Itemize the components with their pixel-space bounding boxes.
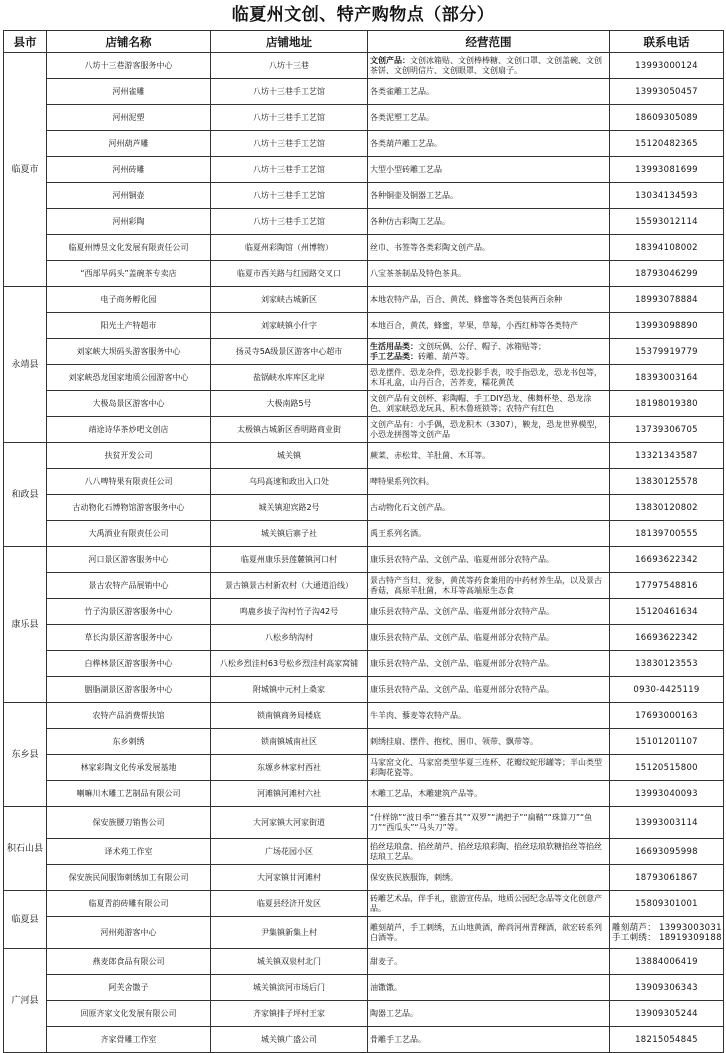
scope-cell [368,131,610,157]
scope-label: 生活用品类： [370,341,418,351]
shop-address-cell: 太极镇古城新区香明路商业街 [211,417,368,443]
phone-number: 16693095998 [635,846,698,857]
phone-cell [610,313,724,339]
scope-cell [368,865,610,891]
shop-address-cell: 八坊十三巷手工艺馆 [211,131,368,157]
scope-cell [368,157,610,183]
phone-cell [610,183,724,209]
table-row [4,209,724,235]
shop-address-cell: 八松乡纳沟村 [211,625,368,651]
shop-address-cell: 刘家峡镇小什字 [211,313,368,339]
scope-text: 文创产品有：小手偶，恐龙积木（3307），鞅龙，恐龙世界模型，小恐龙拼图等文创产品 [370,419,603,439]
shop-name-cell: 八八啤特果有限责任公司 [47,469,211,495]
shop-name-cell: 阳光土产特超市 [47,313,211,339]
table-row [4,807,724,839]
table-row [4,79,724,105]
table-row [4,975,724,1001]
table-row [4,547,724,573]
phone-number: 15593012114 [635,216,698,227]
scope-cell [368,807,610,839]
phone-number: 13739306705 [635,424,698,435]
scope-cell [368,53,610,79]
scope-text: 骨雕手工艺品。 [370,1034,426,1044]
scope-cell [368,625,610,651]
phone-cell [610,365,724,391]
phone-cell [610,1027,724,1053]
shop-name-cell: 河州苑游客中心 [47,917,211,949]
scope-cell [368,729,610,755]
phone-cell [610,975,724,1001]
shop-address-cell: 锁南镇商务局楼底 [211,703,368,729]
scope-cell [368,651,610,677]
scope-cell [368,917,610,949]
shop-address-cell: 广场花园小区 [211,839,368,865]
scope-text: 雕刻葫芦，手工刺绣，五山地黄酒，醉尚河州青稞酒，歆宏砖系列白酒等。 [370,922,602,942]
table-row [4,131,724,157]
scope-text: 文创玩偶、公仔、帽子、冰箱贴等； [418,341,546,351]
table-row [4,755,724,781]
table-row [4,703,724,729]
shop-address-cell: 临夏州康乐县莲麓镇河口村 [211,547,368,573]
table-row [4,865,724,891]
phone-number: 13830120802 [635,502,698,513]
table-row [4,729,724,755]
scope-text: 各类雀雕工艺品。 [370,86,434,96]
scope-text: 马家窑文化、马家窑类型华夏三连杯、花瓣纹蛇形罐等；半山类型彩陶花瓷等。 [370,757,602,777]
table-row [4,651,724,677]
table-header-row [4,31,724,53]
phone-cell [610,469,724,495]
table-row [4,469,724,495]
shop-address-cell: 城关镇双泉村北门 [211,949,368,975]
scope-cell [368,975,610,1001]
phone-number: 13830125578 [635,476,698,487]
scope-text: 油馓馓。 [370,982,402,992]
shop-name-cell: 草长沟景区游客服务中心 [47,625,211,651]
scope-cell [368,599,610,625]
shop-name-cell: 林家彩陶文化传承发展基地 [47,755,211,781]
header-county: 县市 [4,31,47,53]
scope-cell [368,235,610,261]
shop-name-cell: 保安族民间服饰刺绣加工有限公司 [47,865,211,891]
phone-number: 15120515800 [635,762,698,773]
phone-cell [610,287,724,313]
county-cell: 东乡县 [4,703,47,807]
phone-number: 13993040093 [635,788,698,799]
phone-cell [610,625,724,651]
county-cell: 和政县 [4,443,47,547]
phone-number: 18139700555 [635,528,698,539]
phone-cell [610,949,724,975]
scope-cell [368,209,610,235]
phone-cell [610,261,724,287]
phone-number: 18215054845 [635,1034,698,1045]
phone-cell [610,781,724,807]
shop-address-cell: 河滩镇河滩村六社 [211,781,368,807]
scope-cell [368,495,610,521]
phone-number: 15101201107 [635,736,698,747]
scope-text: 啤特果系列饮料。 [370,476,434,486]
phone-cell [610,547,724,573]
phone-cell [610,339,724,365]
shop-name-cell: 齐家骨雕工作室 [47,1027,211,1053]
phone-cell [610,917,724,949]
shop-name-cell: 靖途诗华茶炒吧文创店 [47,417,211,443]
shop-name-cell: 河州雀雕 [47,79,211,105]
scope-cell [368,949,610,975]
shop-name-cell: 大极岛景区游客中心 [47,391,211,417]
scope-text: 禹王系列名酒。 [370,528,426,538]
shop-address-cell: 尹集镇新集上村 [211,917,368,949]
shop-name-cell: 译术苑工作室 [47,839,211,865]
shop-address-cell: 锁南镇城南社区 [211,729,368,755]
county-cell: 康乐县 [4,547,47,703]
scope-text: 各类葫芦雕工艺品。 [370,138,442,148]
shop-name-cell: 回原齐家文化发展有限公司 [47,1001,211,1027]
table-row [4,917,724,949]
table-row [4,599,724,625]
shop-name-cell: 八坊十三巷游客服务中心 [47,53,211,79]
phone-number: 13884006419 [635,956,698,967]
phone-number: 13993081699 [635,164,698,175]
phone-cell [610,573,724,599]
scope-text: 康乐县农特产品、文创产品、临夏州部分农特产品。 [370,606,554,616]
shop-address-cell: 城关镇迎宾路2号 [211,495,368,521]
scope-cell [368,313,610,339]
scope-cell [368,891,610,917]
shop-address-cell: 八坊十三巷手工艺馆 [211,105,368,131]
table-row [4,235,724,261]
scope-text: 砖雕艺术品，伴手礼，旅游宣传品，地质公园纪念品等文化创意产品。 [370,893,602,913]
shop-address-cell: 八坊十三巷 [211,53,368,79]
shop-address-cell: 大河家镇甘河滩村 [211,865,368,891]
table-row [4,53,724,79]
scope-label: 文创产品： [370,55,410,65]
shop-address-cell: 刘家峡古城新区 [211,287,368,313]
scope-cell [368,839,610,865]
table-row [4,1027,724,1053]
scope-text: 刺绣挂扇、摆件、抱枕、围巾、领带、飘带等。 [370,736,538,746]
shop-name-cell: 景古农特产品展销中心 [47,573,211,599]
shop-name-cell: 河州砖雕 [47,157,211,183]
phone-number: 13321343587 [635,450,698,461]
phone-number: 13830123553 [635,658,698,669]
phone-cell [610,79,724,105]
phone-cell [610,839,724,865]
scope-cell [368,105,610,131]
scope-cell [368,547,610,573]
scope-cell [368,573,610,599]
scope-cell [368,287,610,313]
phone-cell [610,729,724,755]
phone-number: 13993000124 [635,60,698,71]
header-address: 店铺地址 [211,31,368,53]
scope-text: 丝巾、书签等各类彩陶文创产品。 [370,242,490,252]
phone-cell [610,651,724,677]
phone-cell [610,131,724,157]
phone-number: 16693622342 [635,554,698,565]
phone-number: 18793061867 [635,872,698,883]
table-row [4,391,724,417]
scope-text: 大型小型砖雕工艺品 [370,164,442,174]
scope-cell [368,1027,610,1053]
scope-text: 八宝茶茶制品及特色茶具。 [370,268,466,278]
scope-text: 本地百合，黄芪，蜂蜜，苹果，草莓，小西红柿等各类特产 [370,320,578,330]
phone-number: 13993003114 [635,817,698,828]
shop-address-cell: 城关镇 [211,443,368,469]
shop-address-cell: 鸣鹿乡拔子沟村竹子沟42号 [211,599,368,625]
phone-cell [610,235,724,261]
table-row [4,677,724,703]
page-title: 临夏州文创、特产购物点（部分） [231,5,495,25]
shop-address-cell: 临夏州彩陶馆（州博物） [211,235,368,261]
phone-cell [610,157,724,183]
phone-number: 18394108002 [635,242,698,253]
table-row [4,287,724,313]
table-row [4,261,724,287]
table-body [4,53,724,1053]
scope-text: 古动物化石文创产品。 [370,502,450,512]
shop-address-cell: 城关镇后寨子社 [211,521,368,547]
shop-name-cell: 刘家峡大坝码头游客服务中心 [47,339,211,365]
phone-line: 手工刺绣： 18919309188 [612,932,722,943]
table-row [4,891,724,917]
shop-name-cell: 大禹酒业有限责任公司 [47,521,211,547]
phone-cell [610,807,724,839]
county-cell: 广河县 [4,949,47,1053]
scope-cell [368,339,610,365]
shop-address-cell: 八松乡烈洼村63号松乡烈洼村高家窝铺 [211,651,368,677]
phone-cell [610,755,724,781]
shop-name-cell: 电子商务孵化园 [47,287,211,313]
shop-name-cell: “西部旱码头”盖碗茶专卖店 [47,261,211,287]
phone-number: 17693000163 [635,710,698,721]
scope-text: 本地农特产品，百合、黄芪、蜂蜜等各类包装两百余种 [370,294,562,304]
scope-cell [368,443,610,469]
scope-cell [368,417,610,443]
table-row [4,313,724,339]
phone-cell [610,105,724,131]
phone-number: 0930-4425119 [633,684,700,695]
scope-text: 各种仿古彩陶工艺品。 [370,216,450,226]
scope-label: 手工艺品类： [370,351,418,361]
phone-cell [610,495,724,521]
phone-number: 18993078884 [635,294,698,305]
scope-text: 保安族民族服饰，刺绣。 [370,872,458,882]
scope-text: 牛羊肉、藜麦等农特产品。 [370,710,466,720]
table-row [4,417,724,443]
phone-number: 13993050457 [635,86,698,97]
shop-name-cell: 竹子沟景区游客服务中心 [47,599,211,625]
phone-cell [610,53,724,79]
scope-cell [368,755,610,781]
shop-name-cell: 临夏州博昱文化发展有限责任公司 [47,235,211,261]
phone-cell [610,209,724,235]
shop-name-cell: 古动物化石博物馆游客服务中心 [47,495,211,521]
scope-cell [368,183,610,209]
phone-cell [610,677,724,703]
shop-address-cell: 景古镇景古村新农村（大通道沿线） [211,573,368,599]
shop-address-cell: 八坊十三巷手工艺馆 [211,79,368,105]
phone-number: 13034134593 [635,190,698,201]
table-row [4,157,724,183]
scope-cell [368,469,610,495]
shop-address-cell: 八坊十三巷手工艺馆 [211,209,368,235]
shop-name-cell: 河口景区游客服务中心 [47,547,211,573]
phone-cell [610,703,724,729]
table-row [4,781,724,807]
scope-text: 掐丝珐琅盘、掐丝葫芦、掐丝珐琅彩陶、掐丝珐琅软糖掐丝等掐丝珐琅工艺品。 [370,841,602,861]
scope-text: 康乐县农特产品、文创产品、临夏州部分农特产品。 [370,554,554,564]
scope-cell [368,79,610,105]
shop-address-cell: 东塬乡林家村西社 [211,755,368,781]
shop-address-cell: 城关镇广盛公司 [211,1027,368,1053]
phone-number: 13909305244 [635,1008,698,1019]
scope-text: 木雕工艺品，木雕建筑产品等。 [370,788,482,798]
shop-name-cell: 刘家峡恐龙国家地质公园游客中心 [47,365,211,391]
scope-cell [368,677,610,703]
table-row [4,521,724,547]
phone-cell [610,521,724,547]
table-row [4,839,724,865]
scope-text: 康乐县农特产品、文创产品、临夏州部分农特产品。 [370,658,554,668]
shops-table [3,30,724,1053]
scope-cell [368,703,610,729]
shop-address-cell: 八坊十三巷手工艺馆 [211,183,368,209]
table-row [4,625,724,651]
phone-number: 15379919779 [635,346,698,357]
shop-name-cell: 河州泥塑 [47,105,211,131]
scope-text: 各类泥塑工艺品。 [370,112,434,122]
shop-address-cell: 城关镇滨河市场后门 [211,975,368,1001]
table-row [4,495,724,521]
table-row [4,105,724,131]
scope-text: 文创冰箱贴、文创棒棒糖、文创口罩、文创盖碗、文创茶饼、文创明信片、文创眼罩、文创扇子。 [370,55,602,75]
shop-name-cell: 东乡刺绣 [47,729,211,755]
phone-number: 13909306343 [635,982,698,993]
shop-name-cell: 胭脂湖景区游客服务中心 [47,677,211,703]
phone-cell [610,599,724,625]
phone-number: 15120461634 [635,606,698,617]
phone-cell [610,417,724,443]
table-row [4,443,724,469]
scope-cell [368,261,610,287]
phone-cell [610,865,724,891]
phone-number: 18793046299 [635,268,698,279]
county-cell: 永靖县 [4,287,47,443]
table-row [4,339,724,365]
shop-address-cell: 附城镇中元村上桑家 [211,677,368,703]
table-row [4,365,724,391]
shop-address-cell: 大极南路5号 [211,391,368,417]
shop-name-cell: 扶贫开发公司 [47,443,211,469]
scope-text: 甜麦子。 [370,956,402,966]
scope-cell [368,391,610,417]
shop-address-cell: 大河家镇大河家街道 [211,807,368,839]
phone-number: 13993098890 [635,320,698,331]
shop-name-cell: 阿芙舍馓子 [47,975,211,1001]
shop-address-cell: 临夏县经济开发区 [211,891,368,917]
phone-cell [610,443,724,469]
scope-text: 砖雕、葫芦等。 [418,351,474,361]
table-row [4,949,724,975]
shop-address-cell: 扬灵寺5A级景区游客中心超市 [211,339,368,365]
shop-address-cell: 八坊十三巷手工艺馆 [211,157,368,183]
phone-number: 17797548816 [635,580,698,591]
scope-cell [368,781,610,807]
header-scope: 经营范围 [368,31,610,53]
county-cell: 临夏县 [4,891,47,949]
scope-text: 各种铜壶及铜器工艺品。 [370,190,458,200]
scope-text: “什样锦”“波日季”“雅吾其”“双罗”“满把子”“扁鞘”“珠算刀”“鱼刀”“西瓜头”“马头刀”等。 [370,812,593,832]
header-name: 店铺名称 [47,31,211,53]
scope-cell [368,521,610,547]
shop-name-cell: 喇嘛川木雕工艺制品有限公司 [47,781,211,807]
scope-text: 景古特产当归、党参，黄芪等药食兼用的中药材养生品，以及景古香菇，高原羊肚菌，木耳等高端原生态食 [370,575,602,595]
phone-cell [610,891,724,917]
phone-number: 16693622342 [635,632,698,643]
shop-name-cell: 临夏青韵砖雕有限公司 [47,891,211,917]
phone-number: 18393003164 [635,372,698,383]
shop-address-cell: 盐锅峡水库库区北岸 [211,365,368,391]
shop-address-cell: 齐家镇排子坪村王家 [211,1001,368,1027]
county-cell: 临夏市 [4,53,47,287]
header-phone: 联系电话 [610,31,724,53]
table-row [4,573,724,599]
phone-number: 18198019380 [635,398,698,409]
phone-line: 雕刻葫芦： 13993003031 [612,922,722,933]
phone-number: 15809301001 [635,898,698,909]
scope-text: 陶器工艺品。 [370,1008,418,1018]
scope-text: 蕨菜、赤松茸、羊肚菌、木耳等。 [370,450,490,460]
phone-cell [610,391,724,417]
scope-text: 文创产品有文创杯、彩陶帽、手工DIY恐龙、佛舞杯垫、恐龙涂色、刘家峡恐龙玩具、积木鲁班锁等；农特产有红色 [370,393,592,413]
county-cell: 积石山县 [4,807,47,891]
shop-name-cell: 河州铜壶 [47,183,211,209]
shop-name-cell: 保安族腰刀销售公司 [47,807,211,839]
scope-text: 恐龙摆件、恐龙杂件，恐龙投影手表，咬手指恐龙，恐龙书包等，木耳礼盒，山丹百合，苦荞麦，糯花黄芪 [370,367,602,387]
phone-number: 15120482365 [635,138,698,149]
shop-name-cell: 白桦林景区游客服务中心 [47,651,211,677]
table-row [4,183,724,209]
scope-text: 康乐县农特产品、文创产品、临夏州部分农特产品。 [370,632,554,642]
shop-address-cell: 临夏市西关路与红园路交叉口 [211,261,368,287]
shop-name-cell: 河州葫芦雕 [47,131,211,157]
shop-address-cell: 乌玛高速和政出入口处 [211,469,368,495]
shop-name-cell: 农特产品消费帮扶馆 [47,703,211,729]
scope-text: 康乐县农特产品、文创产品、临夏州部分农特产品。 [370,684,554,694]
shop-name-cell: 燕麦郎食品有限公司 [47,949,211,975]
phone-number: 18609305089 [635,112,698,123]
shop-name-cell: 河州彩陶 [47,209,211,235]
scope-cell [368,365,610,391]
